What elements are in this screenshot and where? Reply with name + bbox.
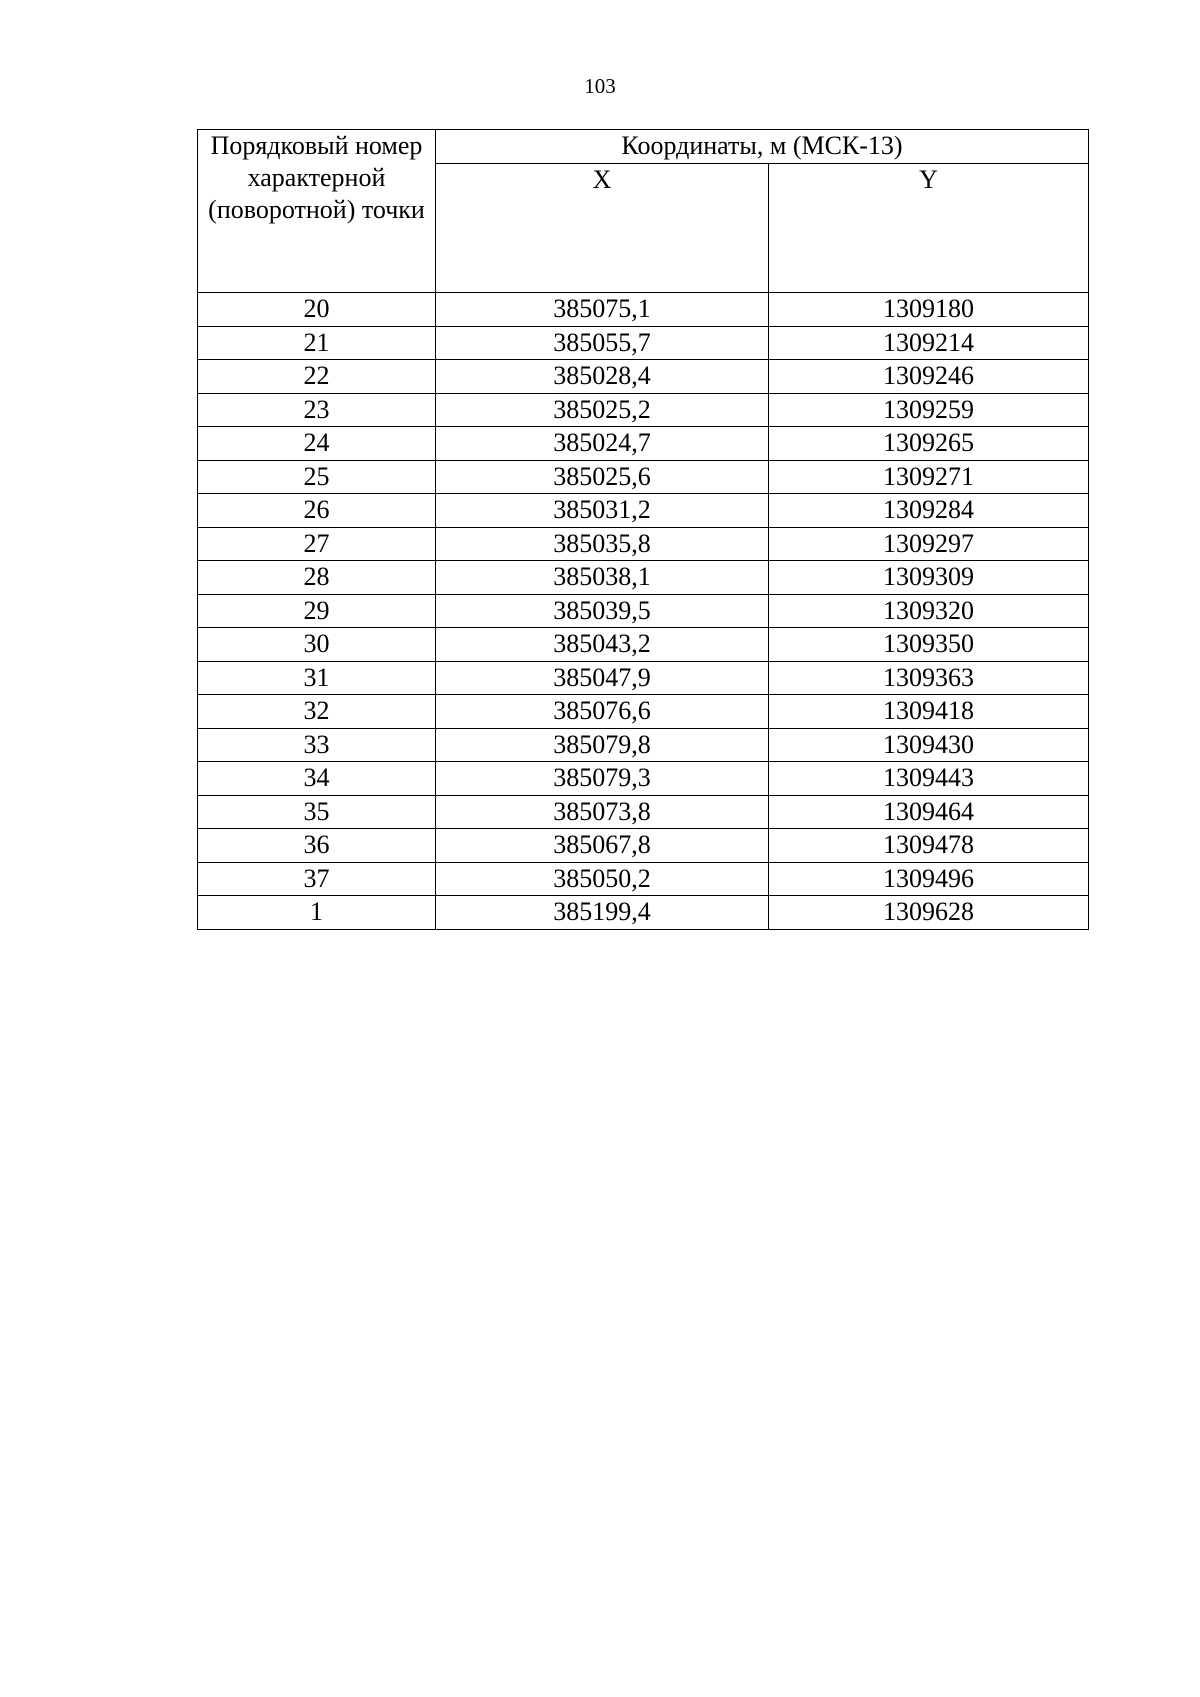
point-number-cell: 34 — [198, 762, 436, 796]
y-coordinate-cell: 1309350 — [769, 628, 1089, 662]
table-header — [198, 130, 1089, 293]
table-row — [198, 494, 1089, 528]
x-coordinate-cell: 385025,6 — [436, 460, 769, 494]
x-coordinate-cell: 385039,5 — [436, 594, 769, 628]
table-row — [198, 862, 1089, 896]
x-coordinate-cell: 385075,1 — [436, 293, 769, 327]
y-coordinate-cell: 1309297 — [769, 527, 1089, 561]
y-coordinate-cell: 1309259 — [769, 393, 1089, 427]
y-coordinate-cell: 1309496 — [769, 862, 1089, 896]
x-coordinate-cell: 385031,2 — [436, 494, 769, 528]
x-coordinate-cell: 385076,6 — [436, 695, 769, 729]
point-number-cell: 26 — [198, 494, 436, 528]
table-row — [198, 695, 1089, 729]
point-number-cell: 23 — [198, 393, 436, 427]
x-coordinate-cell: 385025,2 — [436, 393, 769, 427]
table-row — [198, 762, 1089, 796]
point-number-cell: 24 — [198, 427, 436, 461]
y-coordinate-cell: 1309246 — [769, 360, 1089, 394]
table-row — [198, 427, 1089, 461]
table-row — [198, 829, 1089, 863]
point-number-cell: 32 — [198, 695, 436, 729]
x-coordinate-cell: 385035,8 — [436, 527, 769, 561]
table-row — [198, 728, 1089, 762]
x-header: X — [436, 164, 769, 293]
point-number-cell: 27 — [198, 527, 436, 561]
point-number-cell: 33 — [198, 728, 436, 762]
x-coordinate-cell: 385199,4 — [436, 896, 769, 930]
y-coordinate-cell: 1309478 — [769, 829, 1089, 863]
x-coordinate-cell: 385073,8 — [436, 795, 769, 829]
x-coordinate-cell: 385067,8 — [436, 829, 769, 863]
y-coordinate-cell: 1309284 — [769, 494, 1089, 528]
y-coordinate-cell: 1309628 — [769, 896, 1089, 930]
table-row — [198, 628, 1089, 662]
point-number-cell: 28 — [198, 561, 436, 595]
x-coordinate-cell: 385024,7 — [436, 427, 769, 461]
x-coordinate-cell: 385079,8 — [436, 728, 769, 762]
y-coordinate-cell: 1309214 — [769, 326, 1089, 360]
point-number-cell: 37 — [198, 862, 436, 896]
coordinates-table — [197, 129, 1089, 930]
table-row — [198, 326, 1089, 360]
y-coordinate-cell: 1309320 — [769, 594, 1089, 628]
y-coordinate-cell: 1309418 — [769, 695, 1089, 729]
x-coordinate-cell: 385028,4 — [436, 360, 769, 394]
x-coordinate-cell: 385055,7 — [436, 326, 769, 360]
point-number-cell: 25 — [198, 460, 436, 494]
point-number-header: Порядковый номер характерной (поворотной) точки — [198, 130, 436, 293]
point-number-cell: 36 — [198, 829, 436, 863]
point-number-cell: 20 — [198, 293, 436, 327]
y-coordinate-cell: 1309430 — [769, 728, 1089, 762]
table-row — [198, 896, 1089, 930]
page-number: 103 — [584, 74, 616, 98]
y-coordinate-cell: 1309309 — [769, 561, 1089, 595]
table-row — [198, 527, 1089, 561]
y-coordinate-cell: 1309265 — [769, 427, 1089, 461]
table-body — [198, 293, 1089, 930]
header-row — [198, 130, 1089, 164]
x-coordinate-cell: 385047,9 — [436, 661, 769, 695]
point-number-cell: 30 — [198, 628, 436, 662]
table-row — [198, 460, 1089, 494]
table-row — [198, 393, 1089, 427]
x-coordinate-cell: 385043,2 — [436, 628, 769, 662]
y-coordinate-cell: 1309271 — [769, 460, 1089, 494]
x-coordinate-cell: 385050,2 — [436, 862, 769, 896]
point-number-cell: 1 — [198, 896, 436, 930]
point-number-cell: 22 — [198, 360, 436, 394]
y-coordinate-cell: 1309464 — [769, 795, 1089, 829]
x-coordinate-cell: 385038,1 — [436, 561, 769, 595]
coordinates-header: Координаты, м (МСК-13) — [436, 130, 1089, 164]
y-header: Y — [769, 164, 1089, 293]
table-row — [198, 561, 1089, 595]
table-row — [198, 594, 1089, 628]
table-row — [198, 360, 1089, 394]
point-number-cell: 21 — [198, 326, 436, 360]
y-coordinate-cell: 1309443 — [769, 762, 1089, 796]
point-number-cell: 29 — [198, 594, 436, 628]
y-coordinate-cell: 1309180 — [769, 293, 1089, 327]
point-number-cell: 31 — [198, 661, 436, 695]
y-coordinate-cell: 1309363 — [769, 661, 1089, 695]
table-row — [198, 293, 1089, 327]
x-coordinate-cell: 385079,3 — [436, 762, 769, 796]
table-row — [198, 795, 1089, 829]
table-row — [198, 661, 1089, 695]
point-number-cell: 35 — [198, 795, 436, 829]
